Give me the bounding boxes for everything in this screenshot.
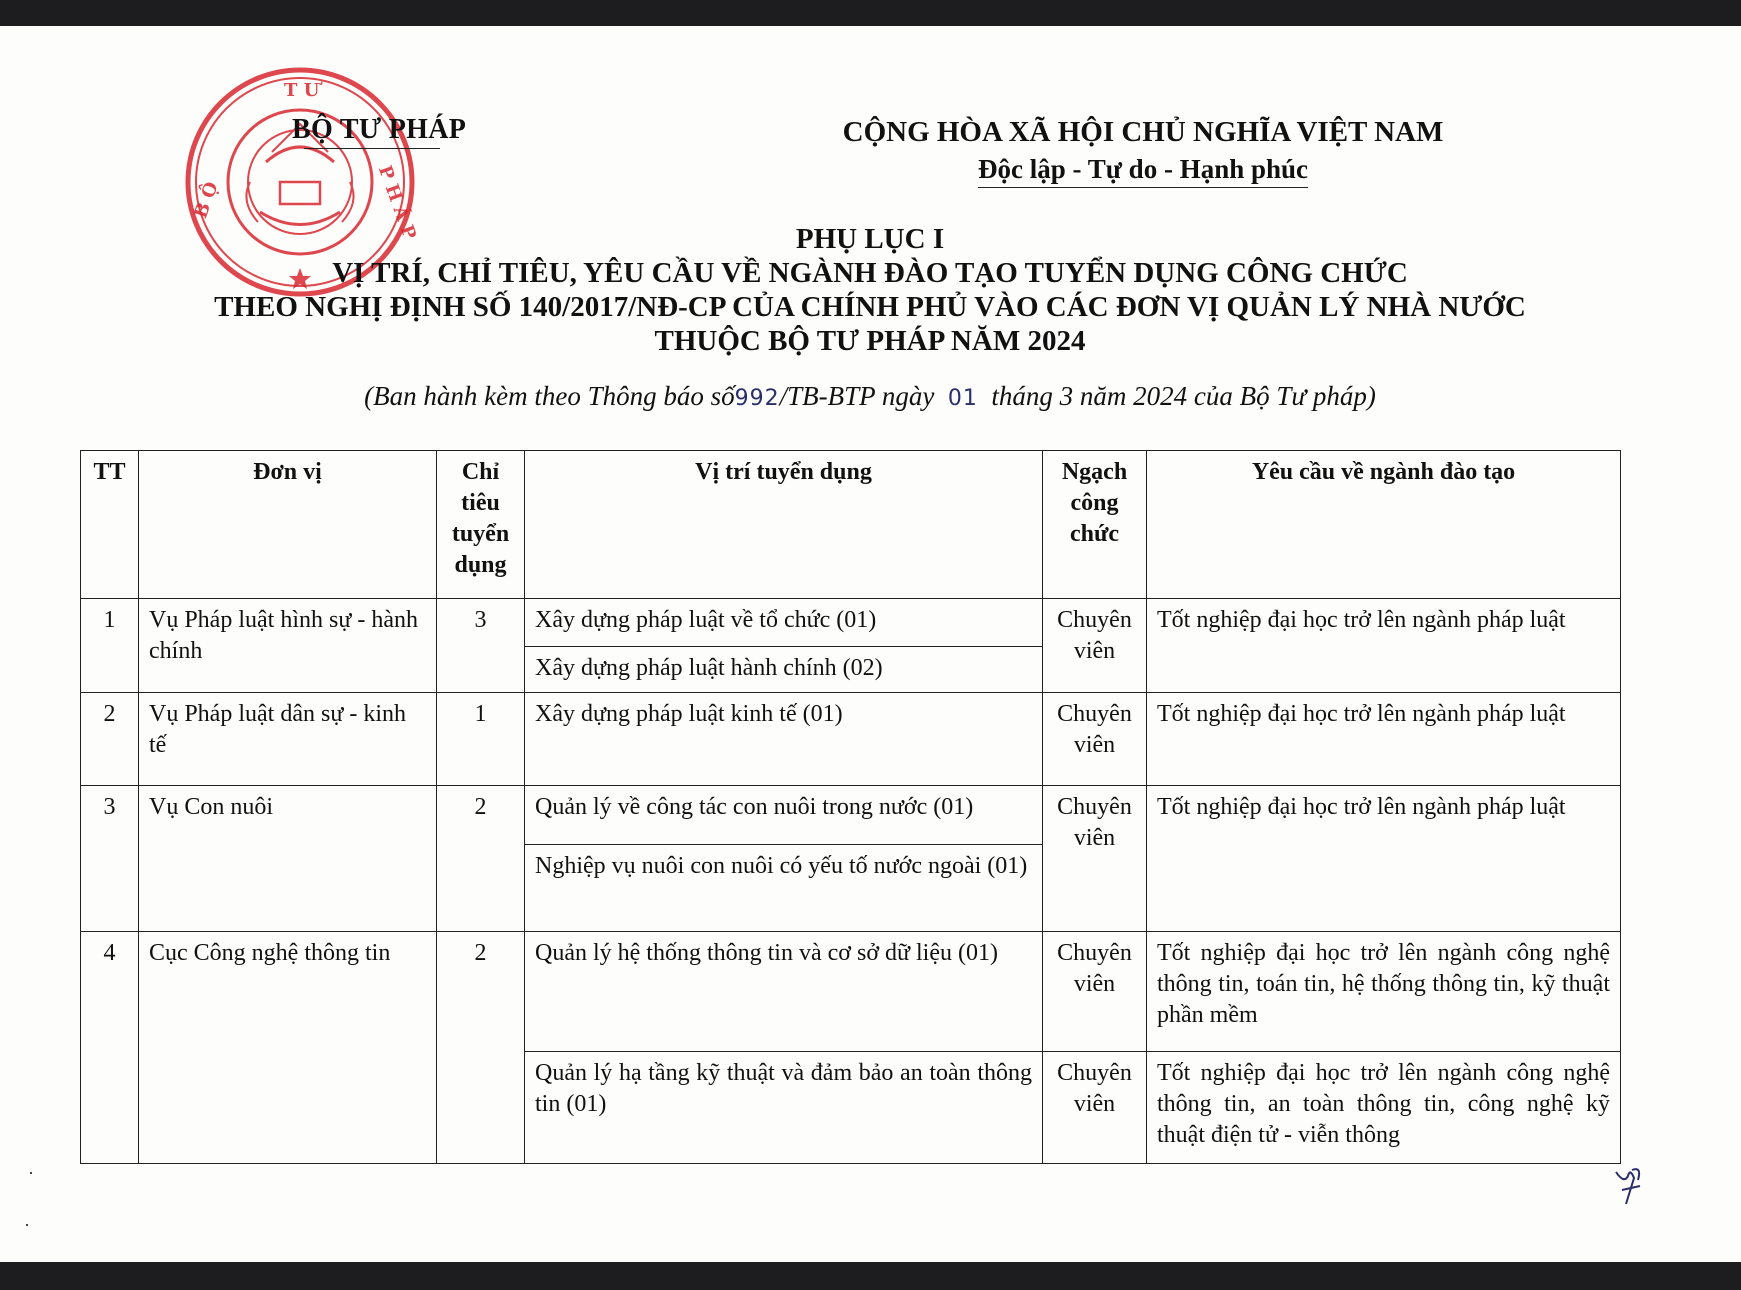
table-row: [81, 599, 1621, 647]
header-tt: TT: [81, 451, 139, 599]
cell-tt: 2: [81, 693, 139, 786]
cell-rank: Chuyên viên: [1043, 932, 1147, 1052]
cell-position: Quản lý về công tác con nuôi trong nước (01): [525, 786, 1043, 845]
cell-quota: 3: [437, 599, 525, 693]
svg-text:B Ộ: B Ộ: [190, 179, 223, 222]
document-title: [150, 222, 1590, 358]
cell-unit: Vụ Pháp luật hình sự - hành chính: [139, 599, 437, 693]
header-position: Vị trí tuyển dụng: [525, 451, 1043, 599]
nation-title: CỘNG HÒA XÃ HỘI CHỦ NGHĨA VIỆT NAM: [842, 116, 1444, 148]
cell-unit: Vụ Pháp luật dân sự - kinh tế: [139, 693, 437, 786]
cell-tt: 3: [81, 786, 139, 932]
cell-unit: Vụ Con nuôi: [139, 786, 437, 932]
table-row: [81, 693, 1621, 786]
document-page: [0, 26, 1741, 1262]
handwritten-day: 01: [947, 386, 978, 411]
cell-requirement: Tốt nghiệp đại học trở lên ngành pháp luật: [1147, 786, 1621, 932]
scan-speck: [30, 1172, 32, 1174]
cell-quota: 1: [437, 693, 525, 786]
bottom-frame: [0, 1262, 1741, 1290]
scan-speck: [26, 1224, 28, 1226]
cell-position: Xây dựng pháp luật hành chính (02): [525, 647, 1043, 693]
header-rank: Ngạch công chức: [1043, 451, 1147, 599]
svg-text:T Ư: T Ư: [284, 80, 320, 101]
appendix-label: PHỤ LỤC I: [795, 223, 945, 255]
agency-name: BỘ TƯ PHÁP: [292, 114, 467, 145]
title-line-2: VỊ TRÍ, CHỈ TIÊU, YÊU CẦU VỀ NGÀNH ĐÀO TẠO TUYỂN DỤNG CÔNG CHỨC: [332, 257, 1408, 289]
cell-position: Nghiệp vụ nuôi con nuôi có yếu tố nước ngoài (01): [525, 845, 1043, 932]
title-line-3: THEO NGHỊ ĐỊNH SỐ 140/2017/NĐ-CP CỦA CHÍNH PHỦ VÀO CÁC ĐƠN VỊ QUẢN LÝ NHÀ NƯỚC: [214, 291, 1526, 323]
title-line-4: THUỘC BỘ TƯ PHÁP NĂM 2024: [654, 325, 1086, 357]
cell-position: Quản lý hệ thống thông tin và cơ sở dữ liệu (01): [525, 932, 1043, 1052]
handwritten-number: 992: [734, 386, 780, 411]
national-motto: Độc lập - Tự do - Hạnh phúc: [838, 154, 1448, 185]
cell-requirement: Tốt nghiệp đại học trở lên ngành công nghệ thông tin, toán tin, hệ thống thông tin, kỹ thuật phần mềm: [1147, 932, 1621, 1052]
cell-tt: 4: [81, 932, 139, 1164]
issuance-note: (Ban hành kèm theo Thông báo số992/TB-BTP ngày 01 tháng 3 năm 2024 của Bộ Tư pháp): [364, 381, 1376, 411]
recruitment-table: [80, 450, 1621, 1164]
cell-requirement: Tốt nghiệp đại học trở lên ngành pháp luật: [1147, 599, 1621, 693]
cell-position: Quản lý hạ tầng kỹ thuật và đảm bảo an toàn thông tin (01): [525, 1052, 1043, 1164]
header-requirement: Yêu cầu về ngành đào tạo: [1147, 451, 1621, 599]
cell-requirement: Tốt nghiệp đại học trở lên ngành pháp luật: [1147, 693, 1621, 786]
cell-position: Xây dựng pháp luật kinh tế (01): [525, 693, 1043, 786]
cell-unit: Cục Công nghệ thông tin: [139, 932, 437, 1164]
cell-requirement: Tốt nghiệp đại học trở lên ngành công nghệ thông tin, an toàn thông tin, công nghệ kỹ thuật điện tử - viễn thông: [1147, 1052, 1621, 1164]
initials-mark: [1612, 1164, 1646, 1208]
cell-position: Xây dựng pháp luật về tổ chức (01): [525, 599, 1043, 647]
cell-rank: Chuyên viên: [1043, 786, 1147, 932]
table-row: [81, 932, 1621, 1052]
cell-rank: Chuyên viên: [1043, 1052, 1147, 1164]
cell-rank: Chuyên viên: [1043, 599, 1147, 693]
header-quota: Chỉ tiêu tuyển dụng: [437, 451, 525, 599]
cell-rank: Chuyên viên: [1043, 693, 1147, 786]
header-unit: Đơn vị: [139, 451, 437, 599]
table-header-row: [81, 451, 1621, 599]
cell-quota: 2: [437, 786, 525, 932]
cell-tt: 1: [81, 599, 139, 693]
agency-underline: [304, 148, 440, 149]
svg-text:P H Á P: P H Á P: [373, 162, 420, 243]
table-row: [81, 786, 1621, 845]
cell-quota: 2: [437, 932, 525, 1164]
